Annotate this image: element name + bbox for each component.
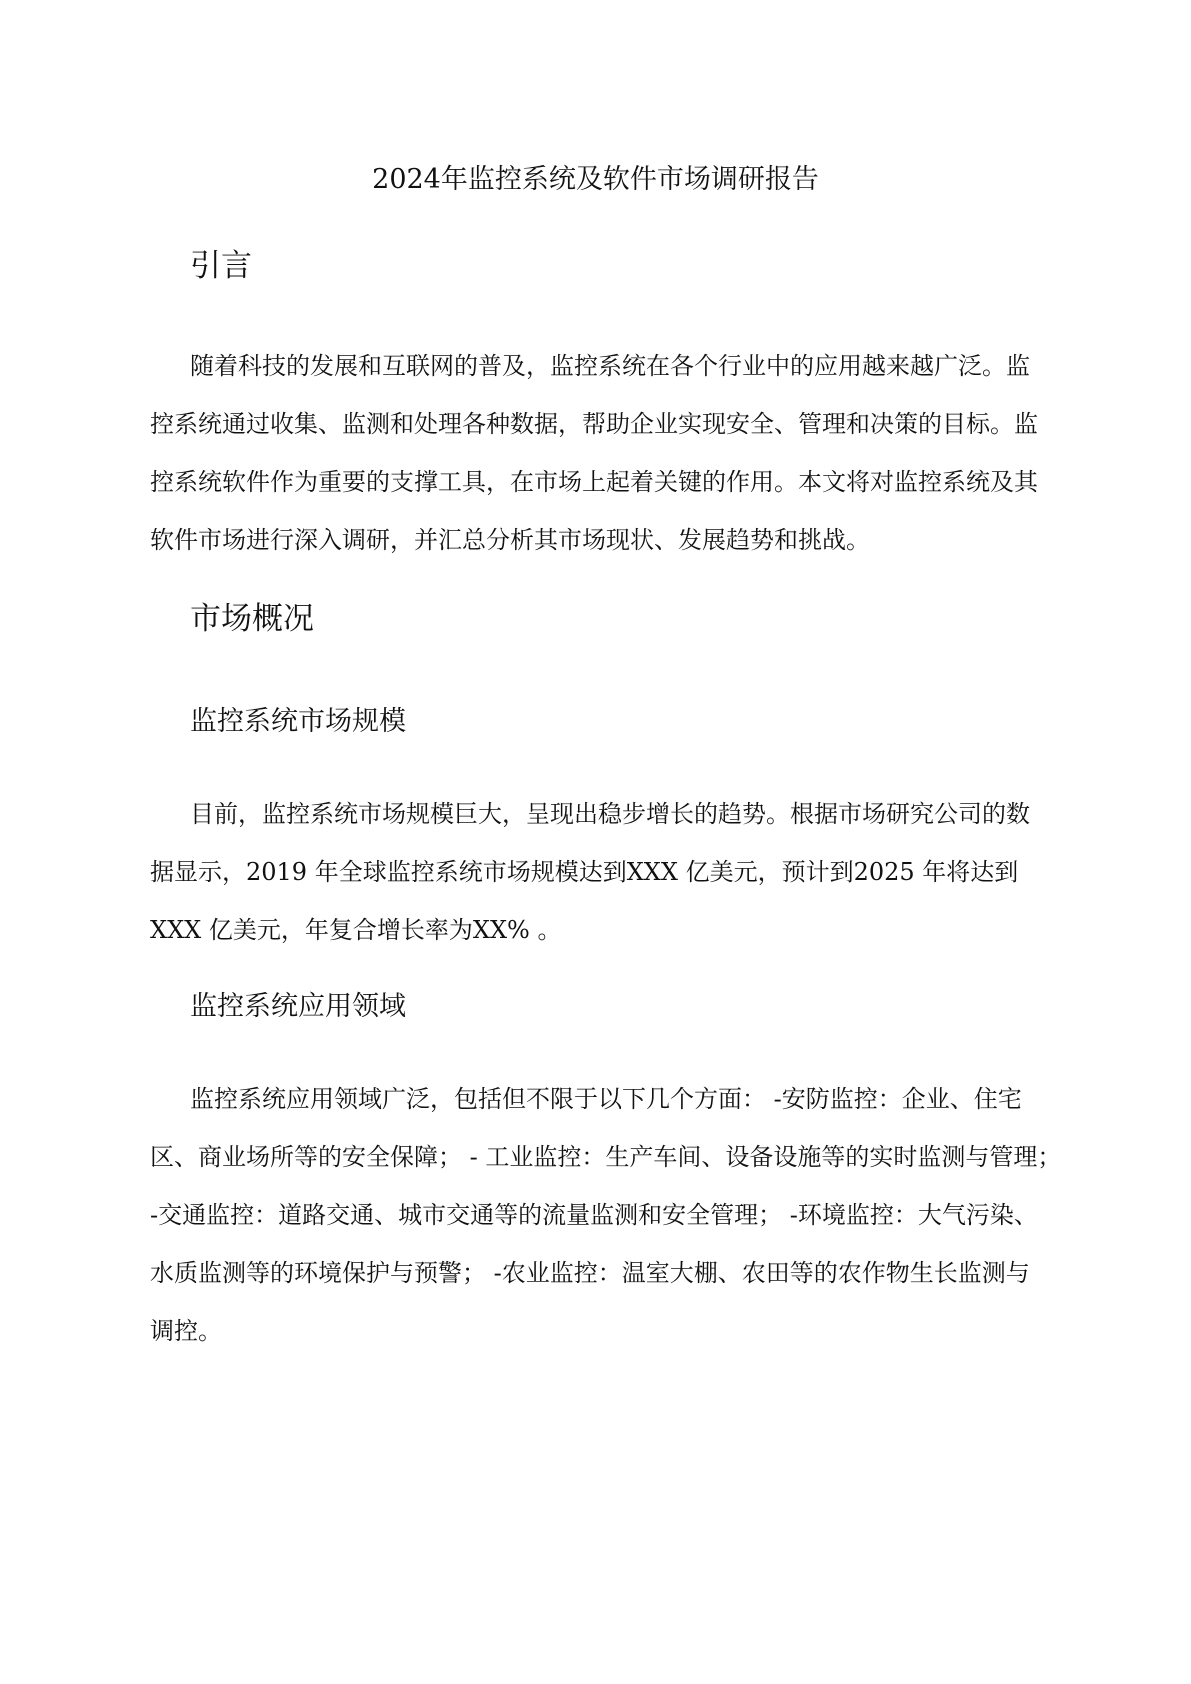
paragraph-line: 软件市场进行深入调研，并汇总分析其市场现状、发展趋势和挑战。 xyxy=(150,526,870,554)
paragraph-line: 区、商业场所等的安全保障； - 工业监控：生产车间、设备设施等的实时监测与管理； xyxy=(150,1143,1062,1171)
paragraph-line: 随着科技的发展和互联网的普及，监控系统在各个行业中的应用越来越广泛。监 xyxy=(190,352,1030,380)
paragraph-line: 监控系统应用领域广泛，包括但不限于以下几个方面： -安防监控：企业、住宅 xyxy=(190,1085,1022,1113)
market-size-paragraph xyxy=(150,785,1070,959)
section-heading-market-overview: 市场概况 xyxy=(190,601,314,637)
paragraph-line: 据显示，2019 年全球监控系统市场规模达到XXX 亿美元，预计到2025 年将达到 xyxy=(150,858,1019,886)
paragraph-line: 水质监测等的环境保护与预警； -农业监控：温室大棚、农田等的农作物生长监测与 xyxy=(150,1259,1030,1287)
section-heading-intro: 引言 xyxy=(190,248,252,284)
paragraph-line: 控系统软件作为重要的支撑工具，在市场上起着关键的作用。本文将对监控系统及其 xyxy=(150,468,1038,496)
document-title: 2024年监控系统及软件市场调研报告 xyxy=(372,164,819,195)
subsection-heading-market-size: 监控系统市场规模 xyxy=(190,706,406,737)
applications-paragraph xyxy=(150,1070,1070,1360)
paragraph-line: 控系统通过收集、监测和处理各种数据，帮助企业实现安全、管理和决策的目标。监 xyxy=(150,410,1038,438)
subsection-heading-applications: 监控系统应用领域 xyxy=(190,991,406,1022)
paragraph-line: -交通监控：道路交通、城市交通等的流量监测和安全管理； -环境监控：大气污染、 xyxy=(150,1201,1038,1229)
paragraph-line: 调控。 xyxy=(150,1317,222,1345)
paragraph-line: 目前，监控系统市场规模巨大，呈现出稳步增长的趋势。根据市场研究公司的数 xyxy=(190,800,1030,828)
intro-paragraph xyxy=(150,337,1070,569)
paragraph-line: XXX 亿美元，年复合增长率为XX% 。 xyxy=(150,916,562,944)
